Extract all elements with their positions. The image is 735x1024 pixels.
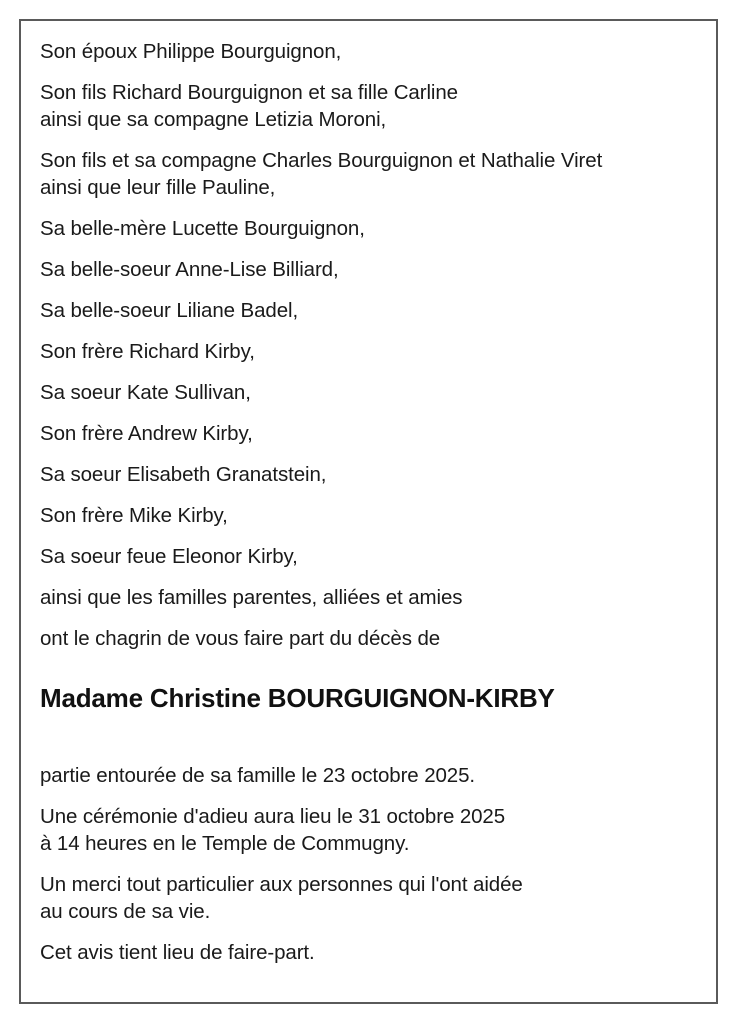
text-line: Sa belle-soeur Liliane Badel, [40,299,299,322]
text-line: Sa soeur Elisabeth Granatstein, [40,463,327,486]
text-line: Son fils et sa compagne Charles Bourguignon et Nathalie Viret [40,149,603,172]
family-line-extended [40,584,705,611]
text-line: Son frère Richard Kirby, [40,340,255,363]
closing-thanks [40,871,705,925]
text-line: Son frère Mike Kirby, [40,504,228,527]
text-line: Son frère Andrew Kirby, [40,422,253,445]
text-line: Cet avis tient lieu de faire-part. [40,941,315,964]
family-line-spouse [40,38,705,65]
family-line-sister-kate [40,379,705,406]
announcement-line [40,625,705,652]
text-line: ainsi que leur fille Pauline, [40,176,276,199]
text-line: Une cérémonie d'adieu aura lieu le 31 octobre 2025 [40,805,506,828]
text-line: au cours de sa vie. [40,900,211,923]
text-line: partie entourée de sa famille le 23 octobre 2025. [40,764,475,787]
text-line: ont le chagrin de vous faire part du décès de [40,627,441,650]
text-line: ainsi que sa compagne Letizia Moroni, [40,108,387,131]
text-line: Sa belle-soeur Anne-Lise Billiard, [40,258,339,281]
family-line-sister-in-law-1 [40,256,705,283]
closing-date-of-death [40,762,705,789]
family-line-son-richard [40,79,705,133]
family-line-son-charles [40,147,705,201]
text-line: Son fils Richard Bourguignon et sa fille Carline [40,81,458,104]
text-line: Un merci tout particulier aux personnes qui l'ont aidée [40,873,523,896]
closing-notice [40,939,705,966]
deceased-name: Madame Christine BOURGUIGNON-KIRBY [40,683,555,713]
family-line-brother-andrew [40,420,705,447]
text-line: Son époux Philippe Bourguignon, [40,40,342,63]
family-line-sister-elisabeth [40,461,705,488]
text-line: ainsi que les familles parentes, alliées et amies [40,586,463,609]
text-line: Sa soeur feue Eleonor Kirby, [40,545,298,568]
family-line-mother-in-law [40,215,705,242]
family-line-brother-richard [40,338,705,365]
obituary-notice-content [40,38,705,980]
family-line-sister-eleonor [40,543,705,570]
text-line: Sa soeur Kate Sullivan, [40,381,251,404]
family-line-brother-mike [40,502,705,529]
text-line: à 14 heures en le Temple de Commugny. [40,832,410,855]
closing-ceremony [40,803,705,857]
family-line-sister-in-law-2 [40,297,705,324]
text-line: Sa belle-mère Lucette Bourguignon, [40,217,365,240]
